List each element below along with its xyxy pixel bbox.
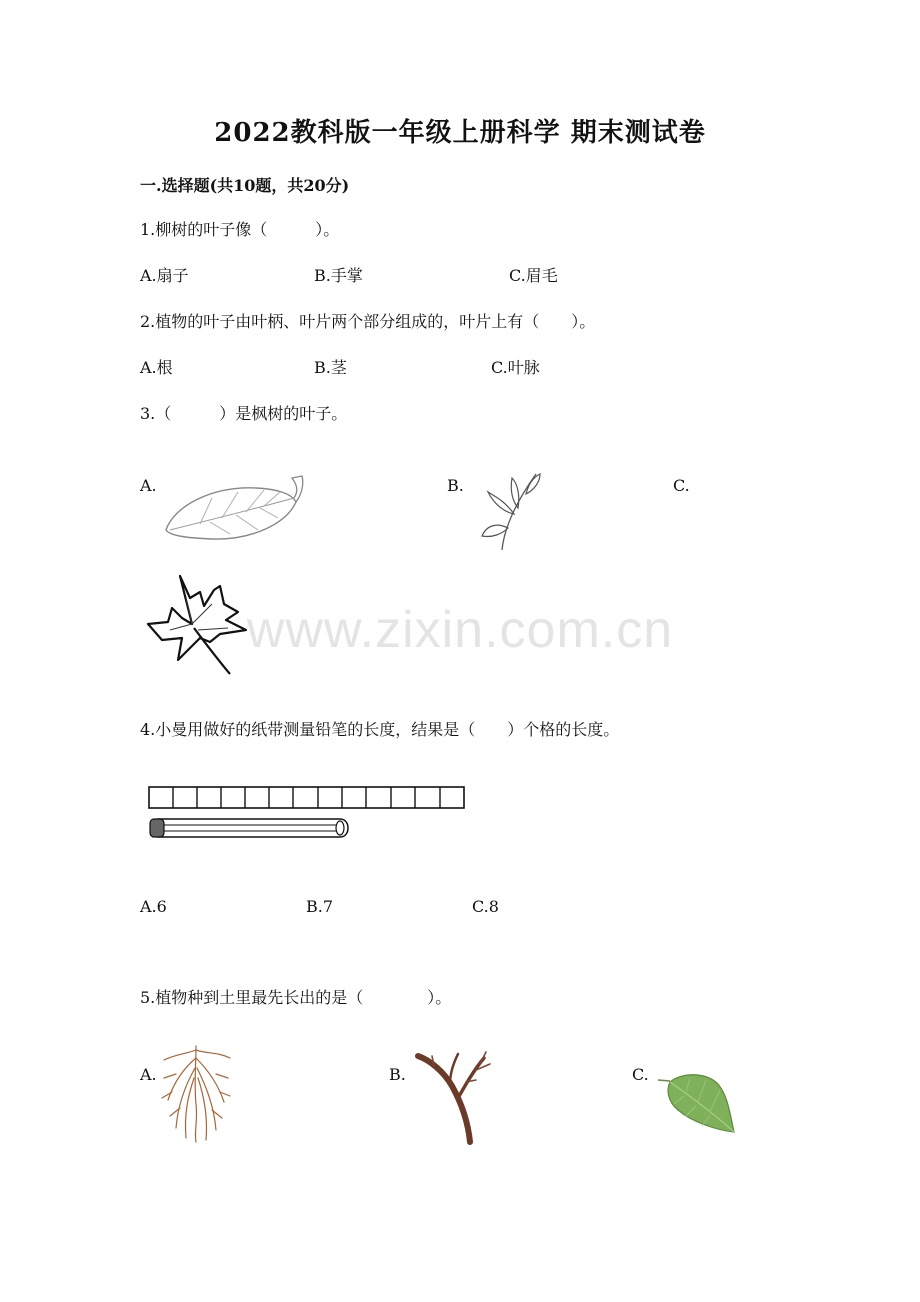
- question-5-option-a[interactable]: A.: [140, 1065, 157, 1084]
- question-4-option-c[interactable]: C.8: [472, 897, 499, 916]
- green-leaf-image: [656, 1070, 738, 1136]
- page-title: 2022教科版一年级上册科学 期末测试卷: [214, 118, 706, 148]
- question-5-option-c[interactable]: C.: [632, 1065, 649, 1084]
- question-5-stem: 5.植物种到土里最先长出的是（ ）。: [140, 988, 452, 1007]
- question-2-option-c[interactable]: C.叶脉: [491, 358, 540, 377]
- willow-twig-image: [474, 470, 544, 555]
- question-1-stem: 1.柳树的叶子像（ ）。: [140, 220, 340, 239]
- roots-image: [156, 1044, 236, 1144]
- question-3-option-a[interactable]: A.: [140, 476, 157, 495]
- pencil-image: [148, 816, 350, 840]
- section-heading: 一.选择题(共10题，共20分): [140, 176, 350, 195]
- oval-leaf-image: [160, 472, 310, 547]
- question-2-option-b[interactable]: B.茎: [314, 358, 347, 377]
- question-3-stem: 3.（ ）是枫树的叶子。: [140, 404, 348, 423]
- stem-branch-image: [414, 1050, 496, 1144]
- question-1-option-b[interactable]: B.手掌: [314, 266, 363, 285]
- question-4-option-a[interactable]: A.6: [140, 897, 167, 916]
- question-1-option-a[interactable]: A.扇子: [140, 266, 189, 285]
- question-4-stem: 4.小曼用做好的纸带测量铅笔的长度，结果是（ ）个格的长度。: [140, 720, 620, 739]
- question-4-option-b[interactable]: B.7: [306, 897, 334, 916]
- watermark-text: www.zixin.com.cn: [246, 601, 674, 659]
- paper-strip-grid: [148, 786, 466, 810]
- question-2-option-a[interactable]: A.根: [140, 358, 173, 377]
- question-3-option-b[interactable]: B.: [447, 476, 464, 495]
- question-3-option-c[interactable]: C.: [673, 476, 690, 495]
- question-5-option-b[interactable]: B.: [389, 1065, 406, 1084]
- question-1-option-c[interactable]: C.眉毛: [509, 266, 558, 285]
- question-2-stem: 2.植物的叶子由叶柄、叶片两个部分组成的，叶片上有（ ）。: [140, 312, 596, 331]
